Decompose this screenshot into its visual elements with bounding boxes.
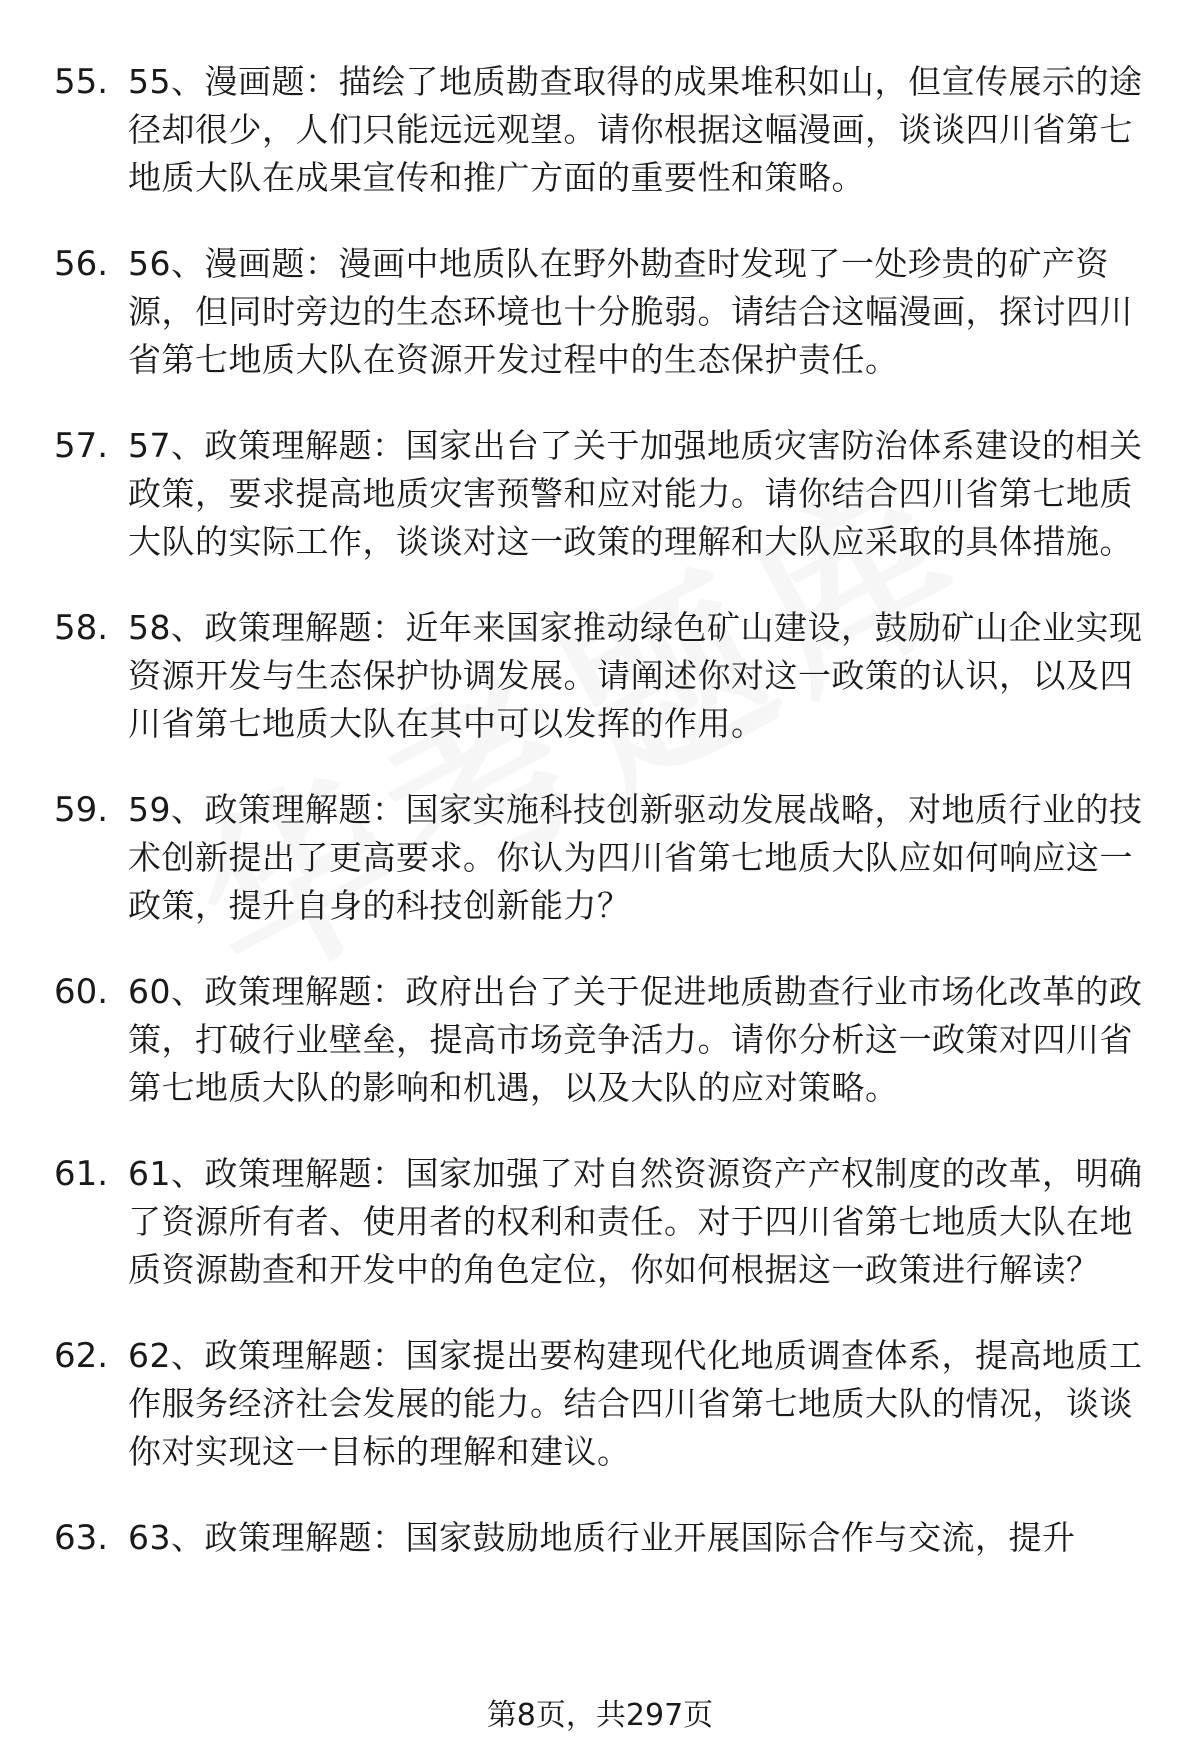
item-text: 55、漫画题：描绘了地质勘查取得的成果堆积如山，但宣传展示的途径却很少，人们只能远远观望。请你根据这幅漫画，谈谈四川省第七地质大队在成果宣传和推广方面的重要性和策略。 bbox=[128, 62, 1143, 197]
item-number: 58. bbox=[54, 608, 109, 648]
list-item bbox=[0, 968, 1200, 1112]
item-number: 62. bbox=[54, 1336, 109, 1376]
item-number: 57. bbox=[54, 426, 109, 466]
list-item bbox=[0, 1332, 1200, 1476]
item-number: 60. bbox=[54, 972, 109, 1012]
item-number: 55. bbox=[54, 62, 109, 102]
list-item bbox=[0, 1514, 1200, 1562]
list-item bbox=[0, 786, 1200, 930]
page-number-footer: 第8页，共297页 bbox=[486, 1698, 714, 1733]
list-item bbox=[0, 1150, 1200, 1294]
item-text: 57、政策理解题：国家出台了关于加强地质灾害防治体系建设的相关政策，要求提高地质灾害预警和应对能力。请你结合四川省第七地质大队的实际工作，谈谈对这一政策的理解和大队应采取的具体措施。 bbox=[128, 426, 1143, 561]
item-text: 62、政策理解题：国家提出要构建现代化地质调查体系，提高地质工作服务经济社会发展的能力。结合四川省第七地质大队的情况，谈谈你对实现这一目标的理解和建议。 bbox=[128, 1336, 1143, 1471]
item-text: 59、政策理解题：国家实施科技创新驱动发展战略，对地质行业的技术创新提出了更高要求。你认为四川省第七地质大队应如何响应这一政策，提升自身的科技创新能力？ bbox=[128, 790, 1143, 925]
item-text: 58、政策理解题：近年来国家推动绿色矿山建设，鼓励矿山企业实现资源开发与生态保护协调发展。请阐述你对这一政策的认识，以及四川省第七地质大队在其中可以发挥的作用。 bbox=[128, 608, 1143, 743]
list-item bbox=[0, 604, 1200, 748]
item-text: 63、政策理解题：国家鼓励地质行业开展国际合作与交流，提升 bbox=[128, 1518, 1076, 1557]
item-number: 56. bbox=[54, 244, 109, 284]
item-number: 63. bbox=[54, 1518, 109, 1558]
list-item bbox=[0, 58, 1200, 202]
item-text: 60、政策理解题：政府出台了关于促进地质勘查行业市场化改革的政策，打破行业壁垒，提高市场竞争活力。请你分析这一政策对四川省第七地质大队的影响和机遇，以及大队的应对策略。 bbox=[128, 972, 1143, 1107]
question-list bbox=[0, 58, 1200, 1600]
list-item bbox=[0, 240, 1200, 384]
item-number: 59. bbox=[54, 790, 109, 830]
list-item bbox=[0, 422, 1200, 566]
item-number: 61. bbox=[54, 1154, 109, 1194]
item-text: 56、漫画题：漫画中地质队在野外勘查时发现了一处珍贵的矿产资源，但同时旁边的生态环境也十分脆弱。请结合这幅漫画，探讨四川省第七地质大队在资源开发过程中的生态保护责任。 bbox=[128, 244, 1133, 379]
item-text: 61、政策理解题：国家加强了对自然资源资产产权制度的改革，明确了资源所有者、使用者的权利和责任。对于四川省第七地质大队在地质资源勘查和开发中的角色定位，你如何根据这一政策进行解读？ bbox=[128, 1154, 1143, 1289]
